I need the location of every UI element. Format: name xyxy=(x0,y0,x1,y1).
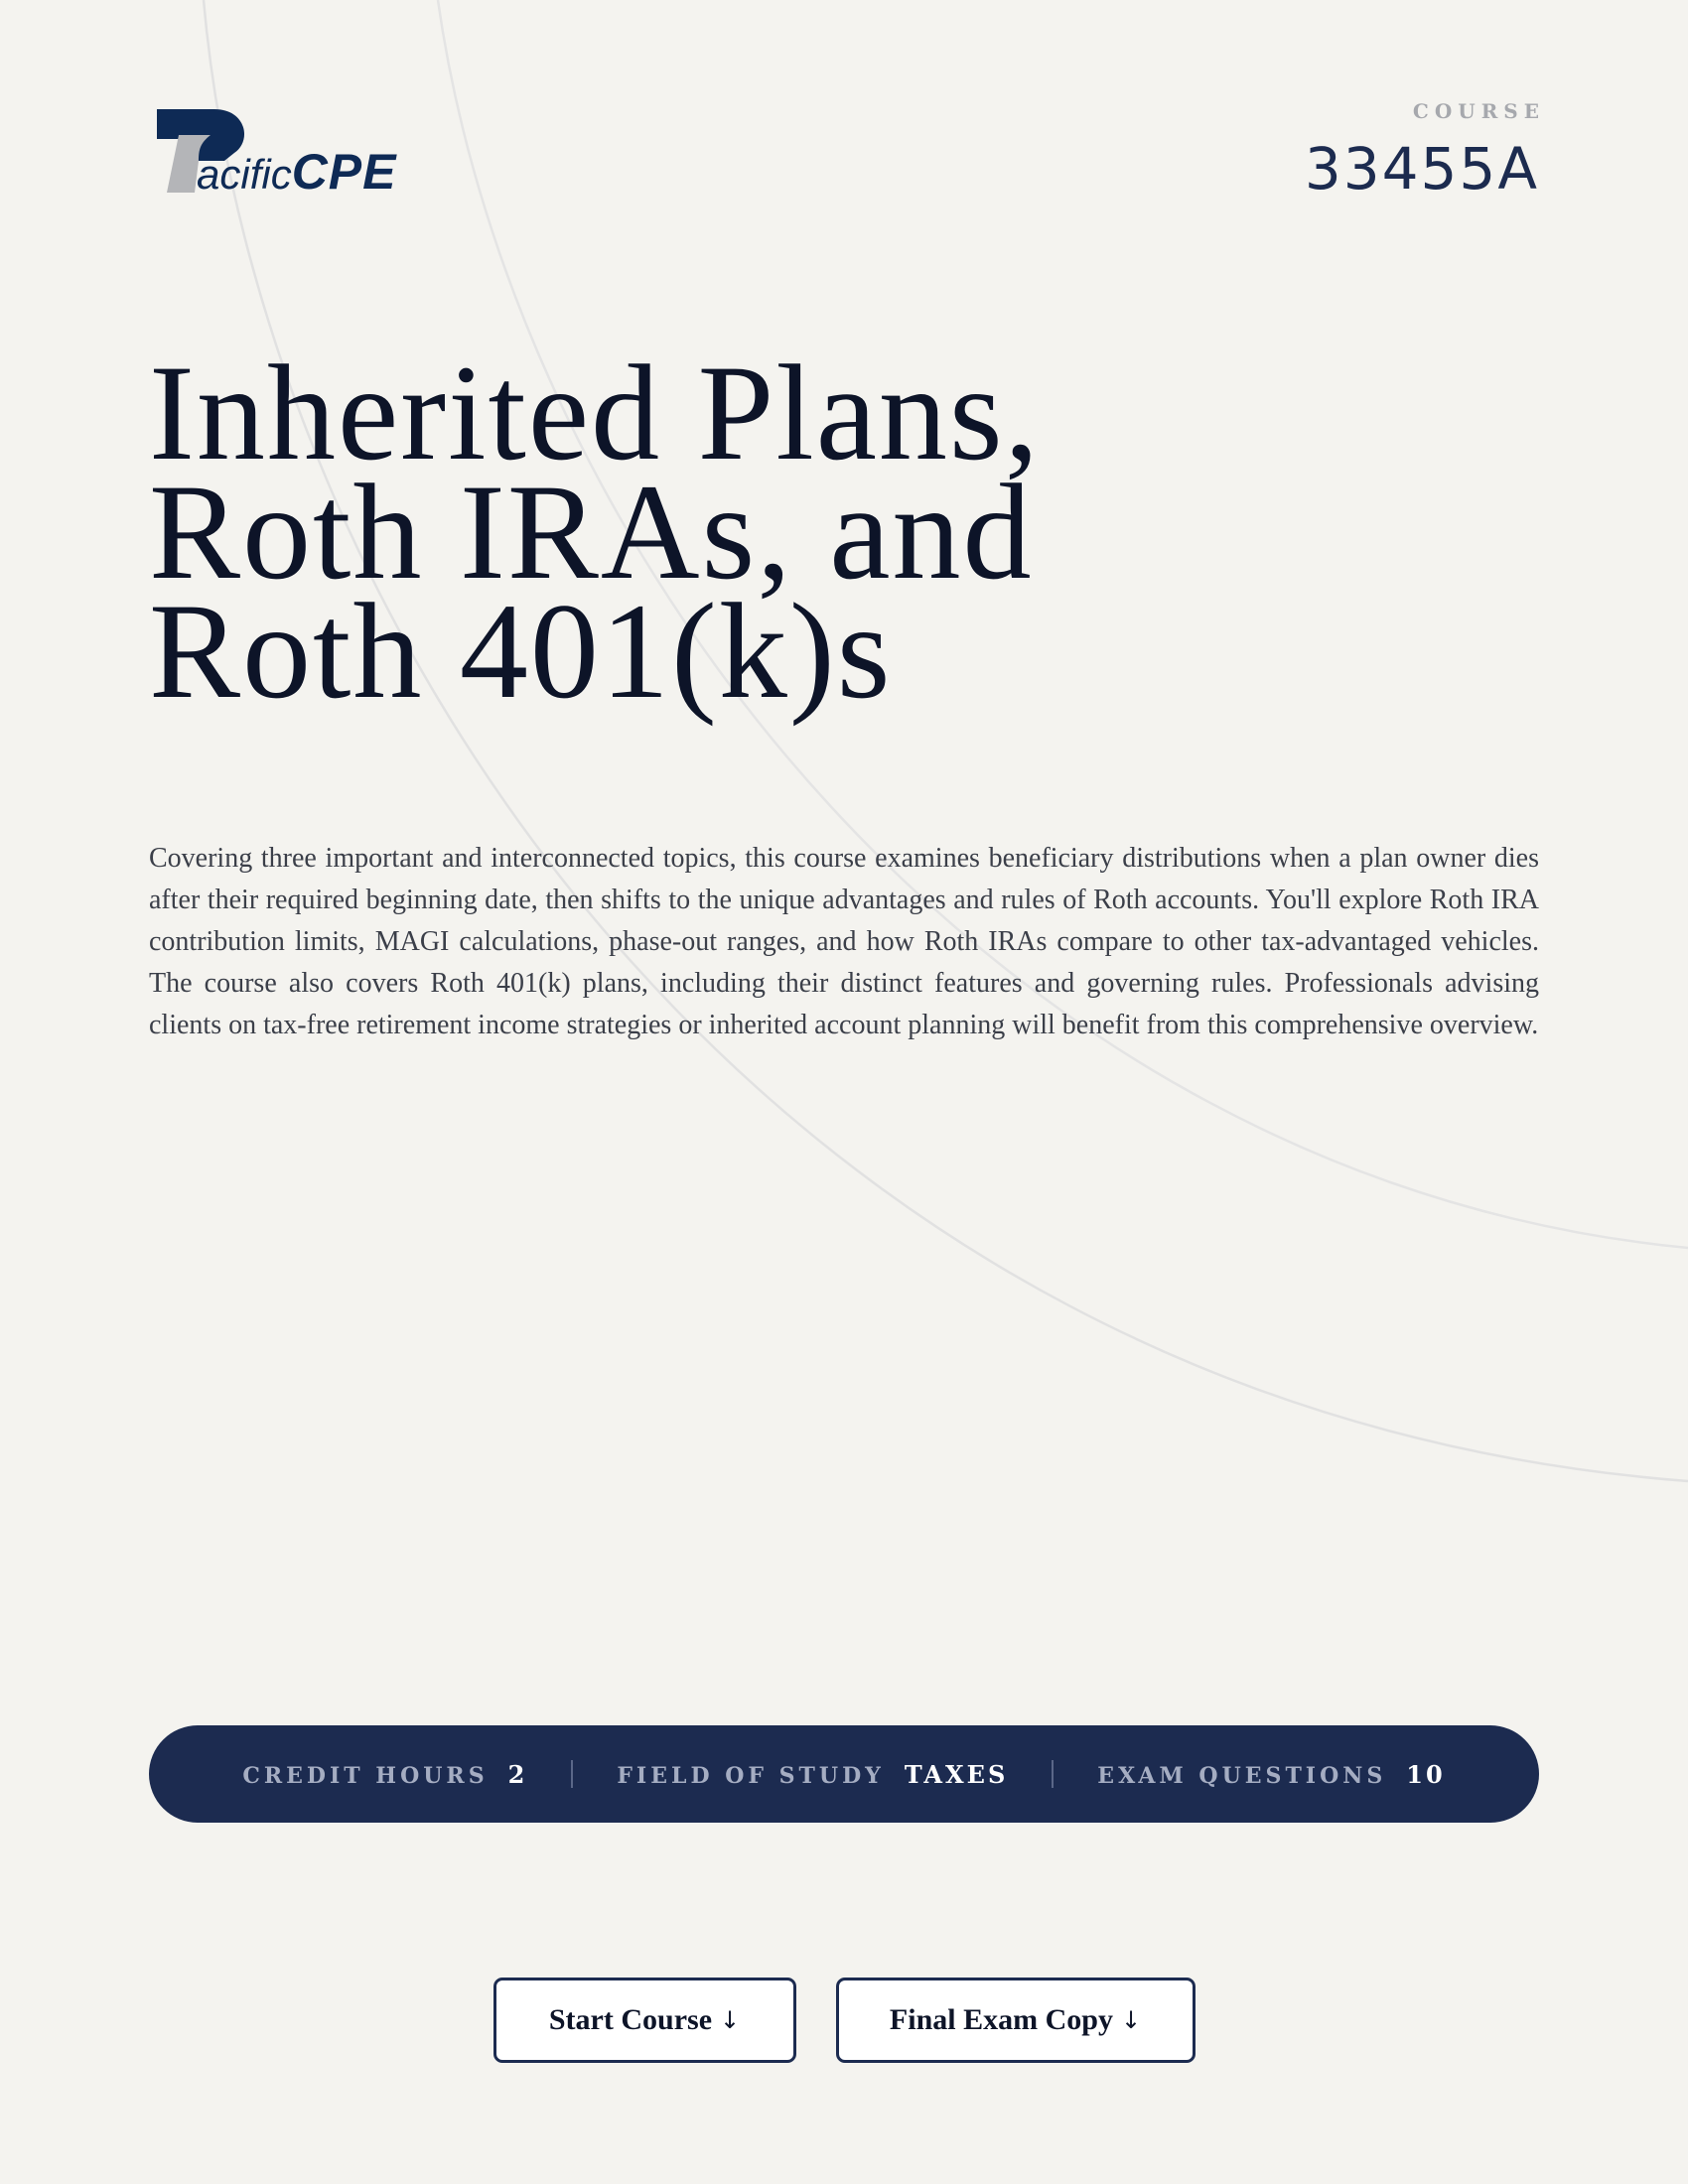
info-field-of-study xyxy=(617,1760,1008,1789)
start-course-button[interactable] xyxy=(493,1978,796,2063)
info-divider xyxy=(571,1760,573,1788)
pacific-cpe-logo xyxy=(155,105,403,201)
final-exam-copy-button[interactable] xyxy=(836,1978,1196,2063)
course-info-bar xyxy=(149,1725,1539,1823)
course-number: 33455A xyxy=(1304,135,1539,203)
info-field-of-study-value: TAXES xyxy=(904,1759,1009,1789)
arrow-down-icon: ↓ xyxy=(1120,2006,1142,2034)
info-credit-hours-value: 2 xyxy=(507,1759,528,1789)
decorative-arc-outer xyxy=(204,0,1688,1481)
info-exam-questions-value: 10 xyxy=(1406,1759,1446,1789)
final-exam-copy-button-label: Final Exam Copy xyxy=(889,2003,1113,2036)
info-credit-hours-label: CREDIT HOURS xyxy=(242,1762,489,1789)
course-title-line-1: Inherited Plans, xyxy=(149,337,1042,488)
logo-wordmark-acific: acific xyxy=(197,151,292,198)
course-title xyxy=(149,337,1440,727)
info-credit-hours xyxy=(242,1760,527,1789)
course-title-line-2: Roth IRAs, and xyxy=(149,456,1034,608)
info-exam-questions-label: EXAM QUESTIONS xyxy=(1097,1762,1387,1789)
course-label: COURSE xyxy=(1412,99,1545,123)
logo-wordmark-cpe: CPE xyxy=(291,144,397,200)
info-field-of-study-label: FIELD OF STUDY xyxy=(617,1762,885,1789)
info-divider xyxy=(1052,1760,1054,1788)
logo-wordmark xyxy=(197,144,397,200)
start-course-button-label: Start Course xyxy=(548,2003,713,2036)
course-description: Covering three important and interconnected topics, this course examines beneficiary distributions when a plan owner dies after their required beginning date, then shifts to the unique advantages and rules of Roth accounts. You'll explore Roth IRA contribution limits, MAGI calculations, phase-out ranges, and how Roth IRAs compare to other tax-advantaged vehicles. The course also covers Roth 401(k) plans, including their distinct features and governing rules. Professionals advising clients on tax-free retirement income strategies or inherited account planning will benefit from this comprehensive overview. xyxy=(149,843,1539,1040)
action-buttons xyxy=(0,1978,1688,2063)
arrow-down-icon: ↓ xyxy=(720,2006,741,2034)
course-id-block xyxy=(1304,99,1545,203)
course-title-line-3: Roth 401(k)s xyxy=(149,575,893,727)
info-exam-questions xyxy=(1097,1760,1445,1789)
